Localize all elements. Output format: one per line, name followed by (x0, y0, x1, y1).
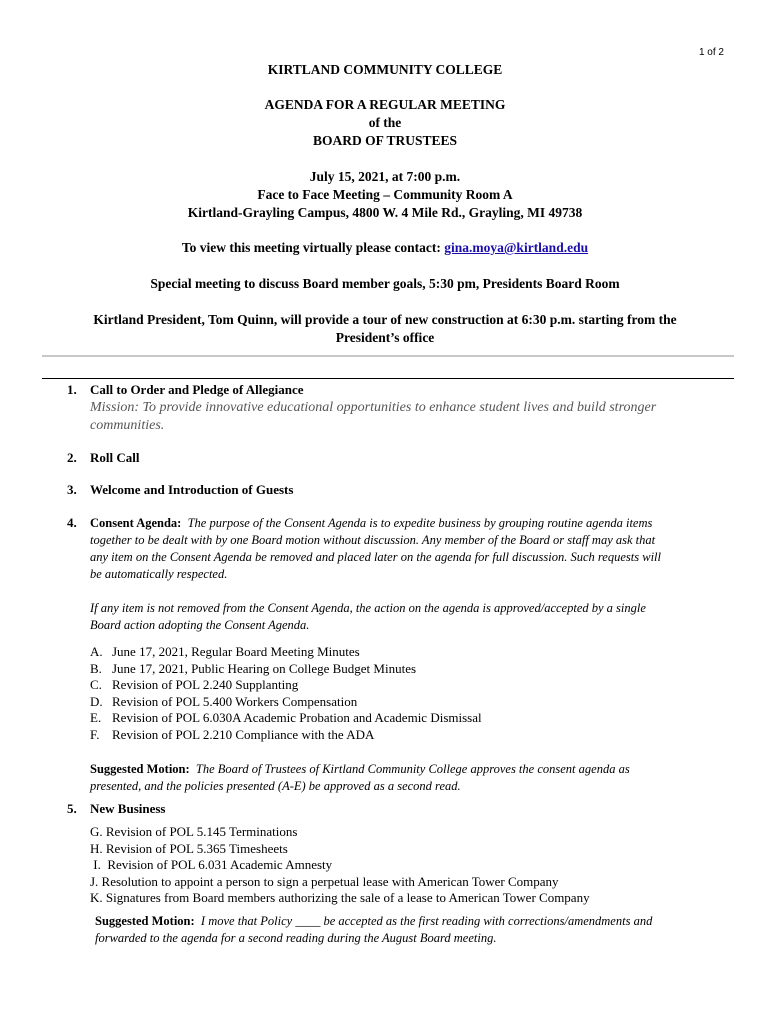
tour-note-line1: Kirtland President, Tom Quinn, will provide a tour of new construction at 6:30 p.m. starting from the (93, 312, 677, 327)
list-item: H. Revision of POL 5.365 Timesheets (90, 840, 288, 856)
new-business-motion-label: Suggested Motion: (95, 914, 195, 928)
college-name: KIRTLAND COMMUNITY COLLEGE (267, 62, 503, 77)
new-business-motion-line2: forwarded to the agenda for a second reading during the August Board meeting. (95, 931, 497, 945)
consent-desc-line4: be automatically respected. (90, 567, 228, 581)
virtual-contact (0, 240, 770, 256)
consent-note-line2: Board action adopting the Consent Agenda. (90, 618, 310, 632)
item-3-number: 3. (67, 482, 77, 497)
board-title: BOARD OF TRUSTEES (312, 133, 458, 148)
item-2-number: 2. (67, 450, 77, 465)
list-item: C. Revision of POL 2.240 Supplanting (90, 677, 299, 692)
mission-statement-line2: communities. (90, 418, 165, 433)
virtual-contact-text: To view this meeting virtually please contact: (181, 240, 445, 255)
mission-statement-line1: Mission: To provide innovative educational opportunities to enhance student lives and build stronger (90, 400, 657, 415)
list-item: D. Revision of POL 5.400 Workers Compensation (90, 693, 358, 709)
item-5-number: 5. (67, 801, 77, 816)
agenda-title: AGENDA FOR A REGULAR MEETING (264, 97, 506, 112)
consent-desc-line2: together to be dealt with by one Board motion without discussion. Any member of the Board or staff may ask that (90, 533, 656, 547)
new-business-suggested-motion (95, 913, 740, 947)
list-item: F. Revision of POL 2.210 Compliance with the ADA (90, 726, 375, 742)
consent-agenda-note (90, 600, 735, 634)
divider-gray (42, 355, 734, 357)
consent-motion-label: Suggested Motion: (90, 762, 190, 776)
item-2-title: Roll Call (90, 450, 140, 465)
item-3-title: Welcome and Introduction of Guests (90, 482, 294, 497)
item-1-number: 1. (67, 382, 77, 397)
new-business-motion-line1: I move that Policy ____ be accepted as the first reading with corrections/amendments and (200, 914, 653, 928)
item-4-title: Consent Agenda: (90, 516, 182, 530)
list-item: K. Signatures from Board members authorizing the sale of a lease to American Tower Company (90, 890, 590, 905)
consent-agenda-list (90, 644, 482, 743)
consent-suggested-motion (90, 761, 735, 795)
consent-desc-line1: The purpose of the Consent Agenda is to expedite business by grouping routine agenda items (187, 516, 653, 530)
consent-motion-line1: The Board of Trustees of Kirtland Community College approves the consent agenda as (195, 762, 630, 776)
consent-agenda-description (90, 515, 735, 583)
item-5-title: New Business (90, 801, 166, 816)
list-item: I. Revision of POL 6.031 Academic Amnesty (90, 857, 333, 872)
tour-note-line2: President’s office (335, 330, 435, 345)
meeting-location: Kirtland-Grayling Campus, 4800 W. 4 Mile Rd., Grayling, MI 49738 (187, 205, 583, 220)
consent-desc-line3: any item on the Consent Agenda be removed and placed later on the agenda for full discussion. Such requests will (90, 550, 661, 564)
contact-email-link[interactable]: gina.moya@kirtland.edu (444, 240, 589, 255)
new-business-list (90, 824, 590, 907)
item-4-number: 4. (67, 515, 77, 530)
agenda-subtitle: of the (368, 115, 402, 130)
list-item: G. Revision of POL 5.145 Terminations (90, 824, 298, 839)
list-item: A. June 17, 2021, Regular Board Meeting Minutes (90, 644, 360, 659)
list-item: J. Resolution to appoint a person to sign a perpetual lease with American Tower Company (90, 873, 559, 889)
meeting-type: Face to Face Meeting – Community Room A (257, 187, 513, 202)
consent-motion-line2: presented, and the policies presented (A-E) be approved as a second read. (90, 779, 461, 793)
divider-black (42, 378, 734, 379)
list-item: E. Revision of POL 6.030A Academic Probation and Academic Dismissal (90, 710, 482, 725)
list-item: B. June 17, 2021, Public Hearing on College Budget Minutes (90, 660, 417, 676)
page-number: 1 of 2 (698, 47, 724, 58)
item-1-title: Call to Order and Pledge of Allegiance (90, 382, 304, 397)
meeting-date: July 15, 2021, at 7:00 p.m. (309, 169, 461, 184)
special-meeting-note: Special meeting to discuss Board member goals, 5:30 pm, Presidents Board Room (150, 276, 620, 291)
consent-note-line1: If any item is not removed from the Consent Agenda, the action on the agenda is approved/accepted by a single (90, 601, 646, 615)
